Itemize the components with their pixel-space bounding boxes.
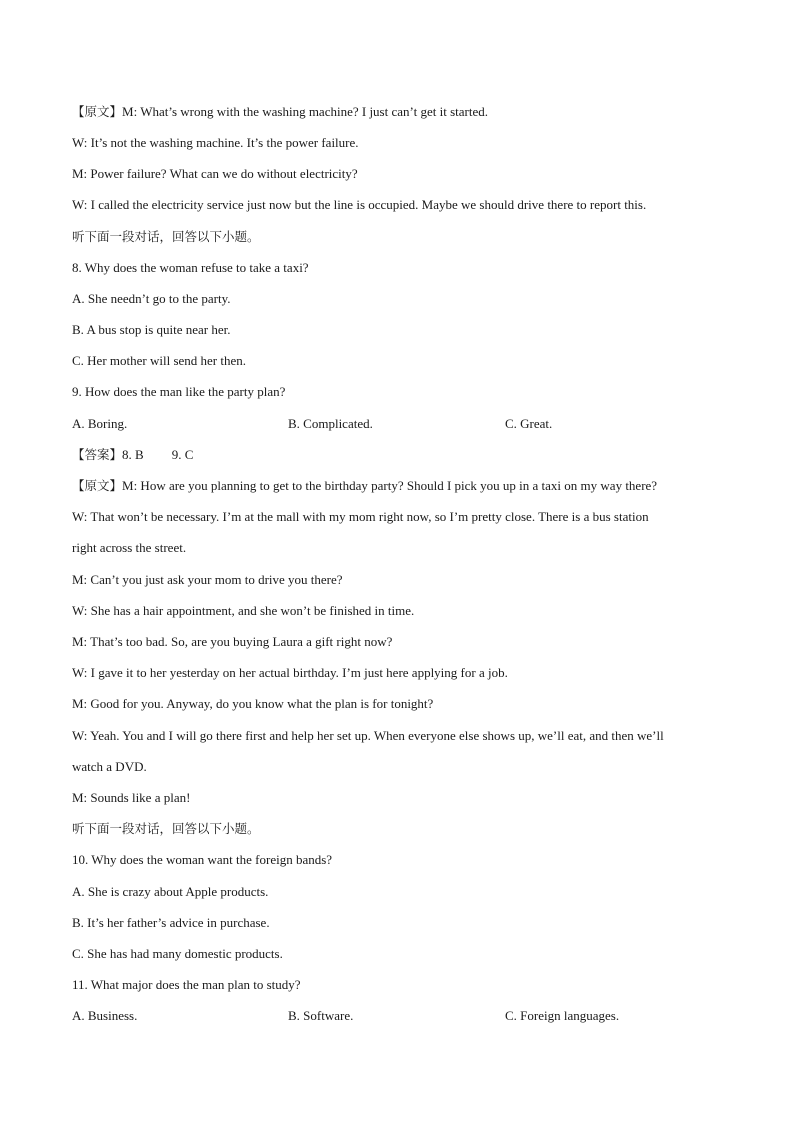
- transcript-line: M: Sounds like a plan!: [72, 790, 191, 805]
- question-9: 9. How does the man like the party plan?: [72, 384, 286, 399]
- transcript-line: W: It’s not the washing machine. It’s the power failure.: [72, 135, 359, 150]
- transcript-text: M: What’s wrong with the washing machine? I just can’t get it started.: [122, 104, 488, 119]
- question-10-option-b: B. It’s her father’s advice in purchase.: [72, 915, 270, 930]
- question-11-option-b: B. Software.: [288, 1008, 354, 1023]
- question-8-option-a: A. She needn’t go to the party.: [72, 291, 231, 306]
- answer-8: 8. B: [122, 447, 144, 462]
- question-8: 8. Why does the woman refuse to take a taxi?: [72, 260, 309, 275]
- transcript-tag: 【原文】: [72, 104, 123, 119]
- transcript-tag: 【原文】: [72, 478, 123, 493]
- answer-line: [72, 446, 732, 464]
- answer-9: 9. C: [171, 447, 194, 462]
- question-11-option-a: A. Business.: [72, 1008, 138, 1023]
- transcript-line: W: Yeah. You and I will go there first and help her set up. When everyone else shows up, we’ll eat, and then we’ll: [72, 728, 664, 743]
- section-instruction: 听下面一段对话，回答以下小题。: [72, 821, 260, 836]
- question-10-option-a: A. She is crazy about Apple products.: [72, 884, 269, 899]
- transcript-line: W: I called the electricity service just now but the line is occupied. Maybe we should drive there to report this.: [72, 197, 647, 212]
- transcript-line: M: Good for you. Anyway, do you know what the plan is for tonight?: [72, 696, 434, 711]
- question-9-option-c: C. Great.: [505, 416, 553, 431]
- transcript-line: right across the street.: [72, 540, 187, 555]
- transcript-line: [72, 103, 732, 121]
- question-9-option-b: B. Complicated.: [288, 416, 373, 431]
- transcript-line: W: She has a hair appointment, and she won’t be finished in time.: [72, 603, 415, 618]
- section-instruction: 听下面一段对话，回答以下小题。: [72, 229, 260, 244]
- question-11-option-c: C. Foreign languages.: [505, 1008, 620, 1023]
- question-8-option-c: C. Her mother will send her then.: [72, 353, 247, 368]
- transcript-text: M: How are you planning to get to the birthday party? Should I pick you up in a taxi on my way there?: [122, 478, 658, 493]
- transcript-line: M: That’s too bad. So, are you buying Laura a gift right now?: [72, 634, 393, 649]
- question-10-option-c: C. She has had many domestic products.: [72, 946, 283, 961]
- transcript-line: watch a DVD.: [72, 759, 147, 774]
- transcript-line: [72, 477, 732, 495]
- transcript-line: W: I gave it to her yesterday on her actual birthday. I’m just here applying for a job.: [72, 665, 508, 680]
- question-11: 11. What major does the man plan to study?: [72, 977, 301, 992]
- answer-tag: 【答案】: [72, 447, 123, 462]
- transcript-line: M: Power failure? What can we do without electricity?: [72, 166, 358, 181]
- transcript-line: M: Can’t you just ask your mom to drive you there?: [72, 572, 343, 587]
- question-10: 10. Why does the woman want the foreign bands?: [72, 852, 333, 867]
- question-9-option-a: A. Boring.: [72, 416, 128, 431]
- question-11-options: [72, 1007, 732, 1025]
- question-9-options: [72, 415, 732, 433]
- question-8-option-b: B. A bus stop is quite near her.: [72, 322, 231, 337]
- transcript-line: W: That won’t be necessary. I’m at the mall with my mom right now, so I’m pretty close. There is a bus station: [72, 509, 649, 524]
